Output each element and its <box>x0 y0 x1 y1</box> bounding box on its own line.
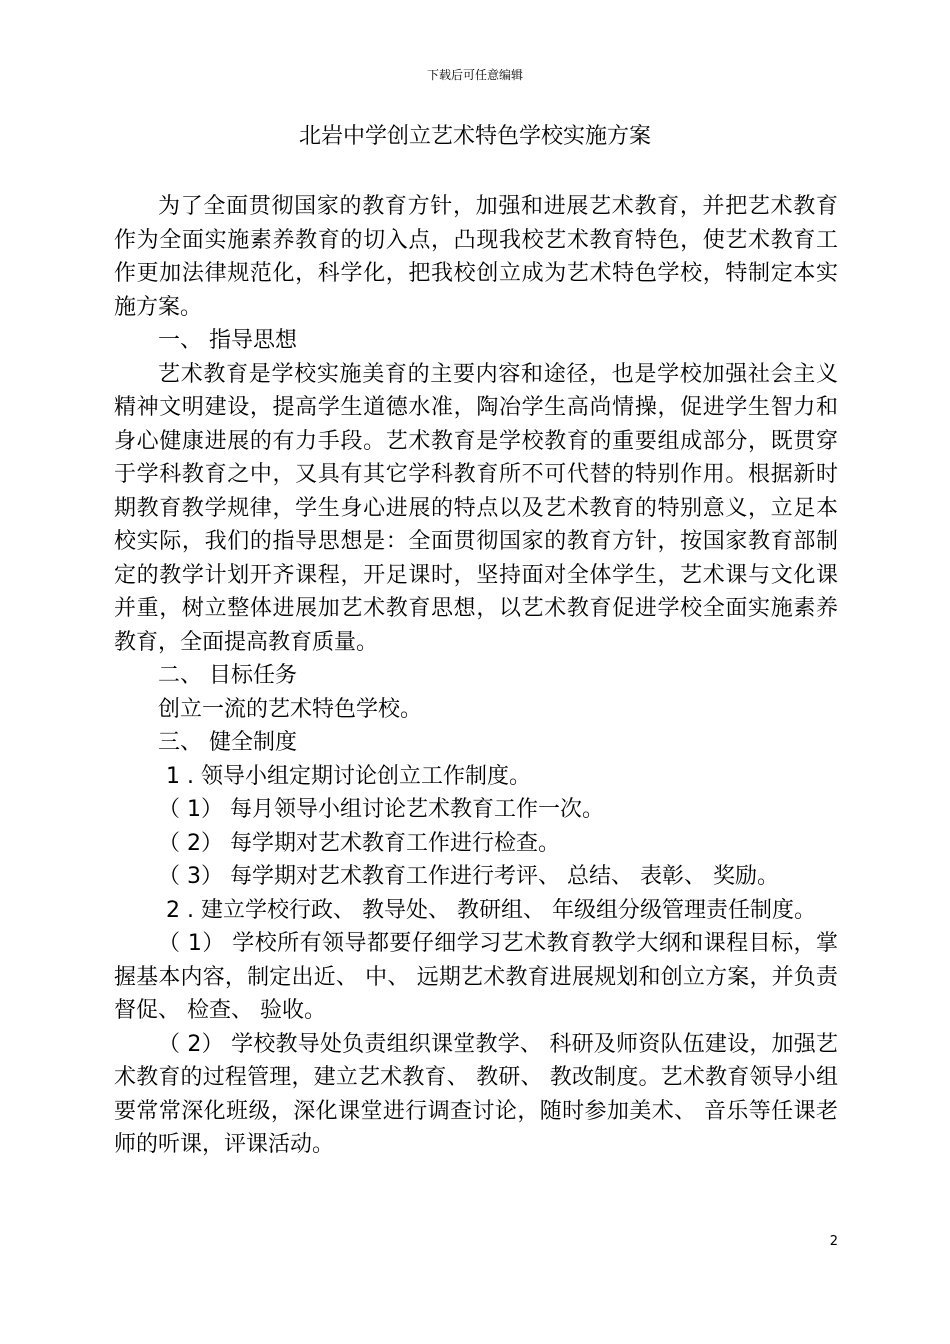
document-title: 北岩中学创立艺术特色学校实施方案 <box>298 124 651 149</box>
system-subitem-2-1: （ 1） 学校所有领导都要仔细学习艺术教育教学大纲和课程目标，掌握基本内容，制定出近、 中、 远期艺术教育进展规划和创立方案，并负责督促、 检查、 验收。 <box>114 931 838 1023</box>
page-number: 2 <box>829 1234 838 1249</box>
system-subitem-1-1: （ 1） 每月领导小组讨论艺术教育工作一次。 <box>158 797 604 822</box>
document-body <box>114 190 838 1162</box>
system-item-1: 1 . 领导小组定期讨论创立工作制度。 <box>166 763 531 789</box>
section-heading-goals: 二、 目标任务 <box>158 663 297 688</box>
system-subitem-1-3: （ 3） 每学期对艺术教育工作进行考评、 总结、 表彰、 奖励。 <box>158 864 779 889</box>
system-subitem-2-2: （ 2） 学校教导处负责组织课堂教学、 科研及师资队伍建设，加强艺术教育的过程管理，建立艺术教育、 教研、 教改制度。艺术教育领导小组要常常深化班级，深化课堂进行调查讨论，随时参加美术、 音乐等任课老师的听课，评课活动。 <box>114 1031 838 1157</box>
intro-paragraph: 为了全面贯彻国家的教育方针，加强和进展艺术教育，并把艺术教育作为全面实施素养教育的切入点，凸现我校艺术教育特色，使艺术教育工作更加法律规范化，科学化，把我校创立成为艺术特色学校，特制定本实施方案。 <box>114 194 838 320</box>
system-subitem-1-2: （ 2） 每学期对艺术教育工作进行检查。 <box>158 830 560 856</box>
section-heading-guiding-ideology: 一、 指导思想 <box>158 328 297 353</box>
system-item-2: 2 . 建立学校行政、 教导处、 教研组、 年级组分级管理责任制度。 <box>166 897 816 923</box>
guiding-ideology-paragraph: 艺术教育是学校实施美育的主要内容和途径，也是学校加强社会主义精神文明建设，提高学生道德水准，陶冶学生高尚情操，促进学生智力和身心健康进展的有力手段。艺术教育是学校教育的重要组成部分，既贯穿于学科教育之中，又具有其它学科教育所不可代替的特别作用。根据新时期教育教学规律，学生身心进展的特点以及艺术教育的特别意义，立足本校实际，我们的指导思想是：全面贯彻国家的教育方针，按国家教育部制定的教学计划开齐课程，开足课时，坚持面对全体学生，艺术课与文化课并重，树立整体进展加艺术教育思想，以艺术教育促进学校全面实施素养教育，全面提高教育质量。 <box>114 361 838 655</box>
header-note: 下载后可任意编辑 <box>426 68 523 82</box>
section-heading-systems: 三、 健全制度 <box>158 730 297 755</box>
goals-paragraph: 创立一流的艺术特色学校。 <box>158 696 423 722</box>
